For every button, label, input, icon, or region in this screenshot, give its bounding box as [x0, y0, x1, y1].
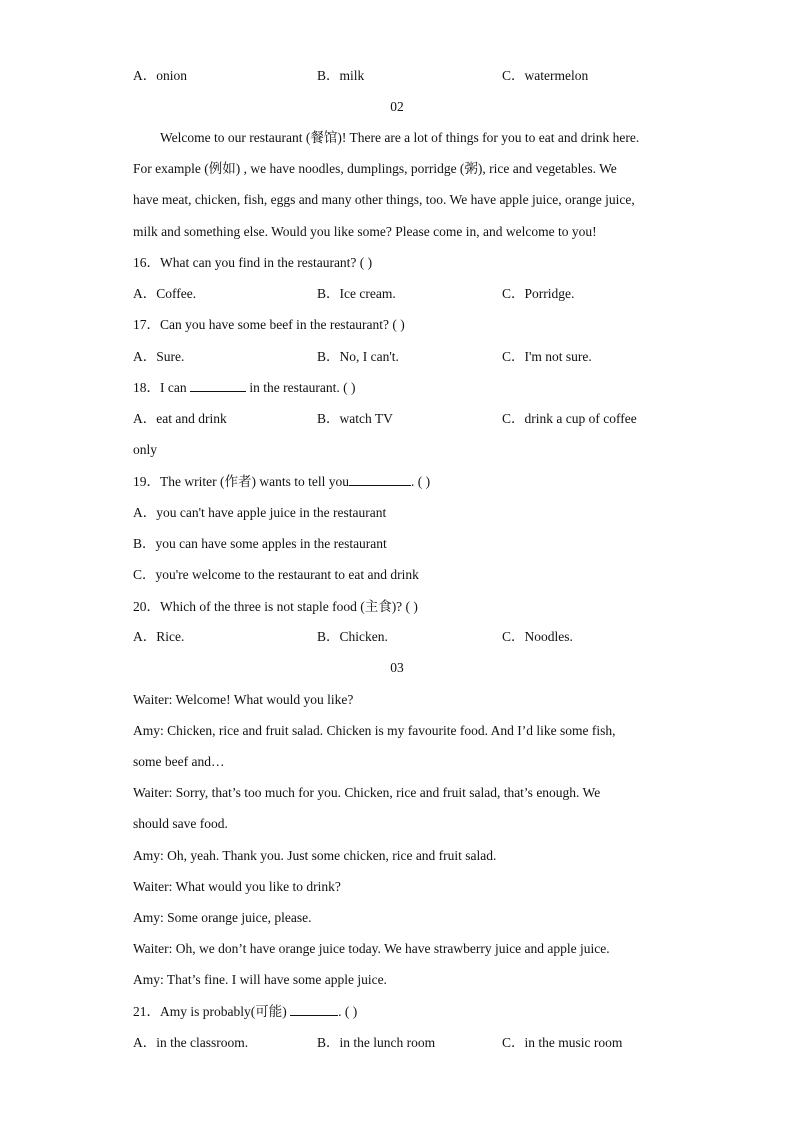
q19-option-b: B．you can have some apples in the restaurant — [133, 536, 387, 551]
q20-stem: 20．Which of the three is not staple food (主食)? ( ) — [133, 599, 418, 614]
q15-options — [133, 67, 693, 85]
q18-option-c-wrap: only — [133, 442, 158, 457]
q19-option-a: A．you can't have apple juice in the restaurant — [133, 505, 387, 520]
q19-option-c: C．you're welcome to the restaurant to eat and drink — [133, 567, 419, 582]
dialogue-line-1: Waiter: Welcome! What would you like? — [133, 692, 354, 707]
q21-stem-after: . ( ) — [338, 1004, 358, 1019]
q16-option-b: B．Ice cream. — [317, 286, 396, 301]
q21-stem — [133, 1003, 357, 1021]
passage2-line-1: Welcome to our restaurant (餐馆)! There are a lot of things for you to eat and drink here. — [160, 130, 640, 145]
dialogue-line-10: Amy: That’s fine. I will have some apple juice. — [133, 972, 387, 987]
dialogue-line-6: Amy: Oh, yeah. Thank you. Just some chicken, rice and fruit salad. — [133, 848, 497, 863]
q17-option-c: C．I'm not sure. — [502, 349, 592, 364]
q18-option-c: C．drink a cup of coffee — [502, 411, 637, 426]
dialogue-line-2: Amy: Chicken, rice and fruit salad. Chicken is my favourite food. And I’d like some fish, — [133, 723, 616, 738]
q16-option-c: C．Porridge. — [502, 286, 575, 301]
q19-stem-after: . ( ) — [410, 474, 431, 489]
q20-option-c: C．Noodles. — [502, 629, 573, 644]
q19-answer-blank — [349, 473, 411, 486]
q17-options — [133, 348, 693, 366]
q21-option-a: A．in the classroom. — [133, 1035, 249, 1050]
q16-stem: 16．What can you find in the restaurant? ( ) — [133, 255, 373, 270]
section-number-02: 02 — [390, 99, 404, 114]
dialogue-line-8: Amy: Some orange juice, please. — [133, 910, 312, 925]
q15-option-b: B．milk — [317, 68, 365, 83]
dialogue-line-7: Waiter: What would you like to drink? — [133, 879, 341, 894]
q20-options — [133, 628, 693, 646]
q21-options — [133, 1034, 693, 1052]
q21-option-b: B．in the lunch room — [317, 1035, 436, 1050]
q19-stem-before: 19．The writer (作者) wants to tell you — [133, 474, 349, 489]
dialogue-line-4: Waiter: Sorry, that’s too much for you. Chicken, rice and fruit salad, that’s enough. We — [133, 785, 601, 800]
q20-option-b: B．Chicken. — [317, 629, 388, 644]
q21-stem-before: 21．Amy is probably(可能) — [133, 1004, 287, 1019]
q18-options — [133, 410, 693, 428]
q16-option-a: A．Coffee. — [133, 286, 197, 301]
dialogue-line-9: Waiter: Oh, we don’t have orange juice today. We have strawberry juice and apple juice. — [133, 941, 610, 956]
q21-answer-blank — [290, 1003, 338, 1016]
passage2-line-2: For example (例如) , we have noodles, dumplings, porridge (粥), rice and vegetables. We — [133, 161, 617, 176]
passage2-line-3: have meat, chicken, fish, eggs and many other things, too. We have apple juice, orange juice, — [133, 192, 635, 207]
q17-option-a: A．Sure. — [133, 349, 185, 364]
q16-options — [133, 285, 693, 303]
dialogue-line-5: should save food. — [133, 816, 228, 831]
q18-stem-after: in the restaurant. ( ) — [249, 380, 356, 395]
q17-option-b: B．No, I can't. — [317, 349, 399, 364]
passage2-line-4: milk and something else. Would you like some? Please come in, and welcome to you! — [133, 224, 597, 239]
dialogue-line-3: some beef and… — [133, 754, 225, 769]
section-number-03: 03 — [390, 660, 404, 675]
q18-option-a: A．eat and drink — [133, 411, 227, 426]
q18-option-b: B．watch TV — [317, 411, 393, 426]
q19-stem — [133, 473, 430, 491]
q21-option-c: C．in the music room — [502, 1035, 623, 1050]
q18-stem — [133, 379, 355, 397]
q17-stem: 17．Can you have some beef in the restaurant? ( ) — [133, 317, 405, 332]
q18-answer-blank — [190, 379, 246, 392]
q15-option-a: A．onion — [133, 68, 187, 83]
q20-option-a: A．Rice. — [133, 629, 185, 644]
q15-option-c: C．watermelon — [502, 68, 589, 83]
q18-stem-before: 18．I can — [133, 380, 187, 395]
